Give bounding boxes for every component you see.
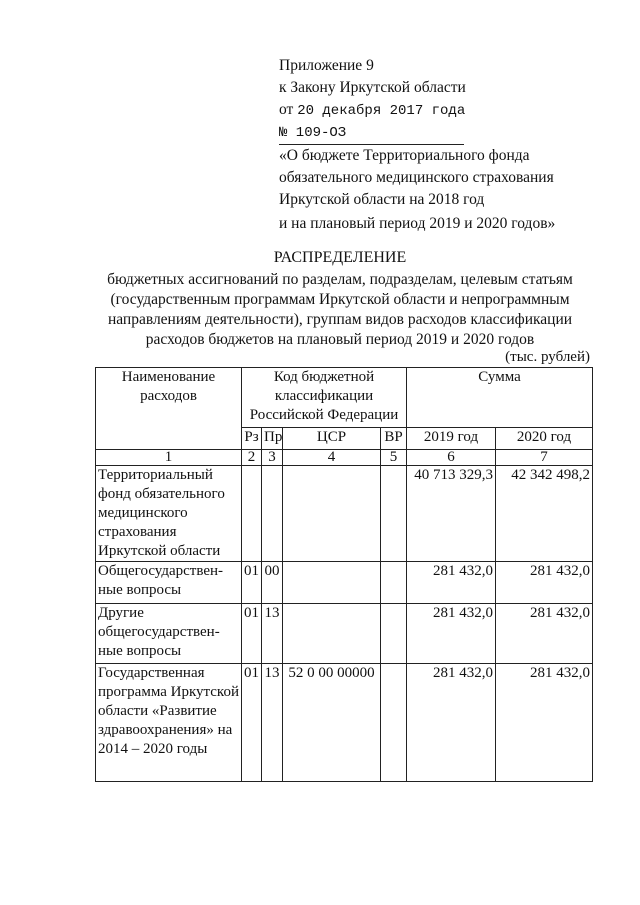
column-index-row bbox=[96, 450, 593, 466]
index-cell: 7 bbox=[496, 450, 593, 466]
table-row bbox=[96, 604, 593, 664]
header-2020: 2020 год bbox=[496, 428, 593, 450]
row-vr bbox=[381, 562, 407, 604]
row-sum-2020: 42 342 498,2 bbox=[496, 466, 593, 562]
row-rz: 01 bbox=[242, 664, 262, 782]
header-rz: Рз bbox=[242, 428, 262, 450]
row-vr bbox=[381, 604, 407, 664]
row-vr bbox=[381, 664, 407, 782]
index-cell: 4 bbox=[283, 450, 381, 466]
row-pr: 13 bbox=[262, 664, 283, 782]
table-row bbox=[96, 664, 593, 782]
index-cell: 3 bbox=[262, 450, 283, 466]
row-pr: 13 bbox=[262, 604, 283, 664]
row-name: Общегосударствен-ные вопросы bbox=[96, 562, 242, 604]
row-csr bbox=[283, 466, 381, 562]
row-name: Другие общегосударствен-ные вопросы bbox=[96, 604, 242, 664]
law-title-line-3: Иркутской области на 2018 год bbox=[279, 191, 485, 208]
table-row bbox=[96, 466, 593, 562]
row-csr bbox=[283, 562, 381, 604]
row-name: Территориальный фонд обязательного медицинского страхования Иркутской области bbox=[96, 466, 242, 562]
row-sum-2020: 281 432,0 bbox=[496, 562, 593, 604]
date-prefix: от bbox=[279, 101, 294, 118]
table-row bbox=[96, 562, 593, 604]
row-vr bbox=[381, 466, 407, 562]
subtitle-line-3: направлениям деятельности), группам видов расходов классификации bbox=[107, 311, 573, 328]
law-number: № 109-ОЗ bbox=[279, 122, 464, 145]
header-name: Наименование расходов bbox=[96, 368, 242, 450]
index-cell: 6 bbox=[407, 450, 496, 466]
row-sum-2020: 281 432,0 bbox=[496, 604, 593, 664]
appendix-header bbox=[279, 55, 579, 235]
row-sum-2020: 281 432,0 bbox=[496, 664, 593, 782]
law-date: 20 декабря 2017 года bbox=[297, 103, 466, 119]
appendix-number: Приложение 9 bbox=[279, 57, 374, 74]
budget-table bbox=[95, 367, 593, 782]
row-sum-2019: 281 432,0 bbox=[407, 562, 496, 604]
law-date-line bbox=[279, 99, 579, 122]
row-rz bbox=[242, 466, 262, 562]
document-title: РАСПРЕДЕЛЕНИЕ bbox=[273, 249, 407, 266]
row-name: Государственная программа Иркутской области «Развитие здравоохранения» на 2014 – 2020 годы bbox=[96, 664, 242, 782]
index-cell: 5 bbox=[381, 450, 407, 466]
document-subtitle bbox=[90, 270, 590, 350]
row-sum-2019: 40 713 329,3 bbox=[407, 466, 496, 562]
subtitle-line-4: расходов бюджетов на плановый период 2019 и 2020 годов bbox=[145, 331, 535, 348]
law-title-line-4: и на плановый период 2019 и 2020 годов» bbox=[279, 215, 556, 232]
law-title-line-2: обязательного медицинского страхования bbox=[279, 169, 554, 186]
header-sum-group: Сумма bbox=[407, 368, 593, 428]
subtitle-line-1: бюджетных ассигнований по разделам, подразделам, целевым статьям bbox=[107, 271, 573, 288]
row-sum-2019: 281 432,0 bbox=[407, 664, 496, 782]
header-pr: Пр bbox=[262, 428, 283, 450]
row-csr bbox=[283, 604, 381, 664]
row-csr: 52 0 00 00000 bbox=[283, 664, 381, 782]
row-pr bbox=[262, 466, 283, 562]
header-row-1 bbox=[96, 368, 593, 428]
header-csr: ЦСР bbox=[283, 428, 381, 450]
header-vr: ВР bbox=[381, 428, 407, 450]
row-rz: 01 bbox=[242, 562, 262, 604]
header-2019: 2019 год bbox=[407, 428, 496, 450]
index-cell: 1 bbox=[96, 450, 242, 466]
units-label: (тыс. рублей) bbox=[505, 349, 590, 365]
law-reference: к Закону Иркутской области bbox=[279, 79, 466, 96]
row-sum-2019: 281 432,0 bbox=[407, 604, 496, 664]
index-cell: 2 bbox=[242, 450, 262, 466]
subtitle-line-2: (государственным программам Иркутской области и непрограммным bbox=[110, 291, 570, 308]
row-pr: 00 bbox=[262, 562, 283, 604]
row-rz: 01 bbox=[242, 604, 262, 664]
header-code-group: Код бюджетной классификации Российской Федерации bbox=[242, 368, 407, 428]
law-title-line-1: «О бюджете Территориального фонда bbox=[279, 147, 530, 164]
